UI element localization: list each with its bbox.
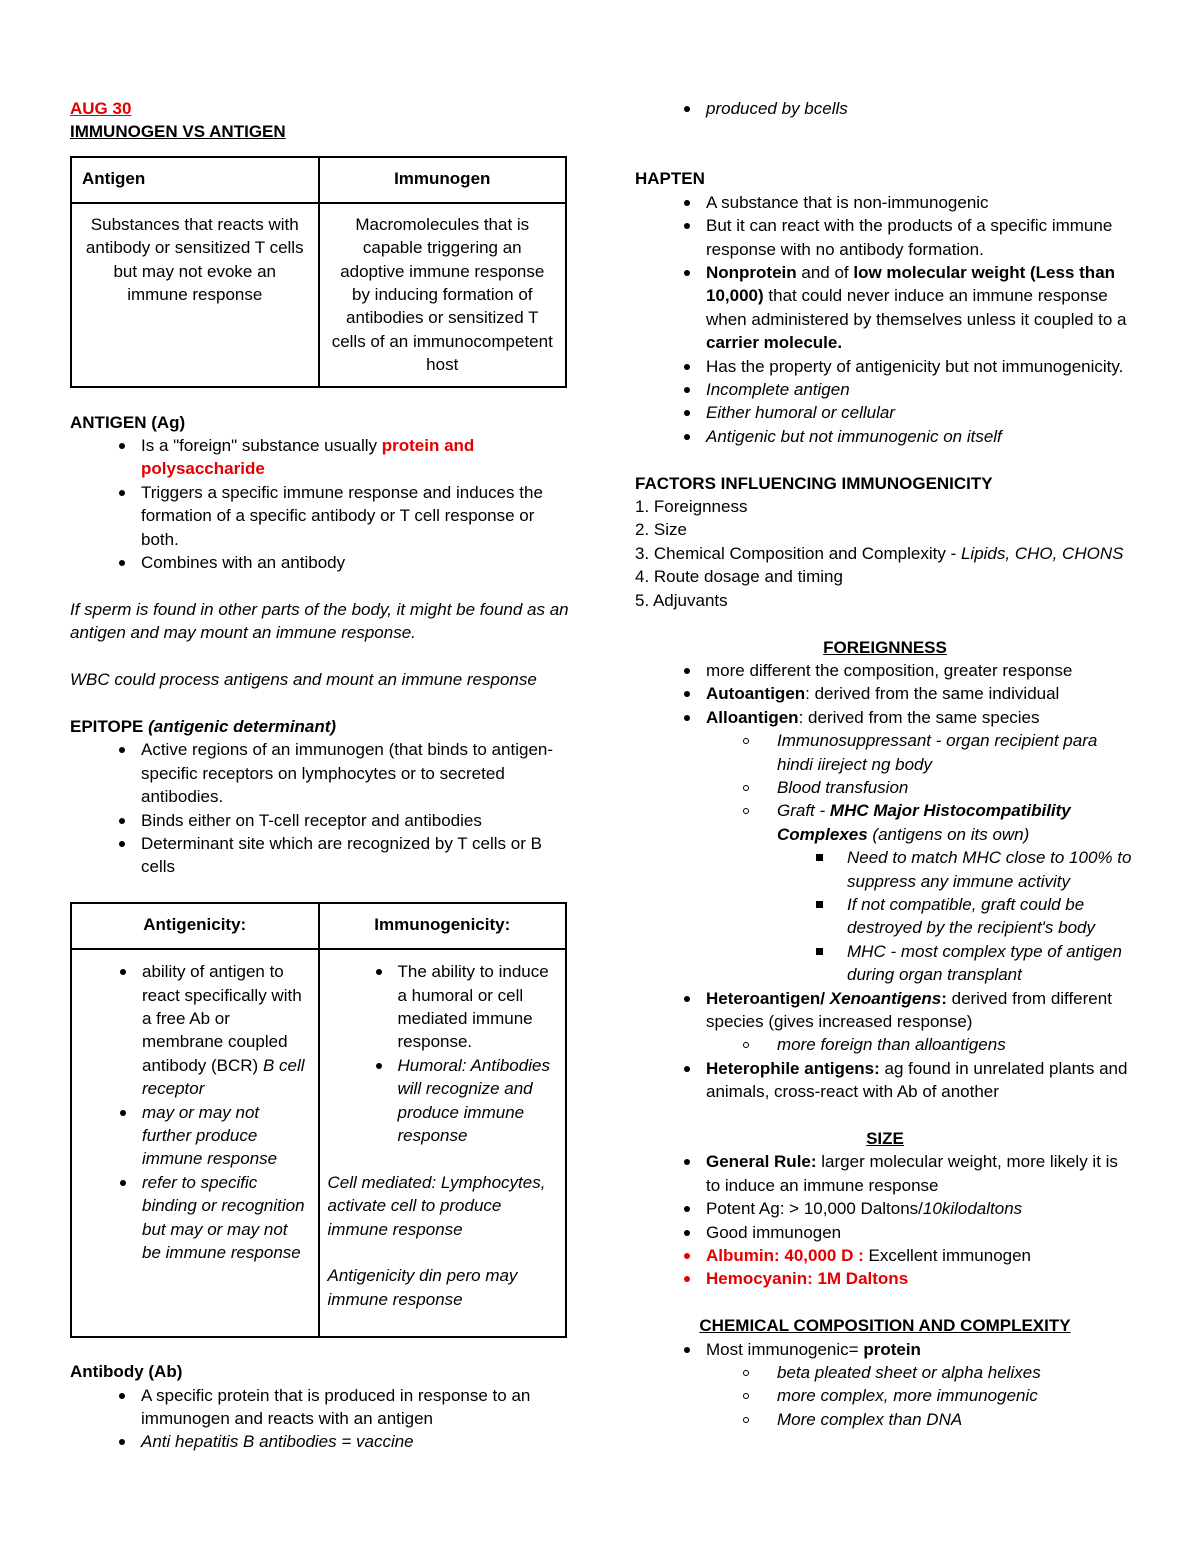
list-item: Triggers a specific immune response and induces the formation of a specific antibody or T cell response or both.: [70, 481, 570, 551]
list-item: beta pleated sheet or alpha helixes: [706, 1361, 1135, 1384]
heteroantigen-sublist: [706, 1033, 1135, 1056]
list-item: Nonprotein and of low molecular weight (Less than 10,000) that could never induce an immune response when administered by themselves unless it coupled to a carrier molecule.: [635, 261, 1135, 355]
list-item: Heteroantigen/ Xenoantigens: derived from different species (gives increased response) more foreign than alloantigens: [635, 987, 1135, 1057]
protein-sublist: [706, 1361, 1135, 1431]
factor-item: 4. Route dosage and timing: [635, 567, 843, 587]
antigen-heading: ANTIGEN (Ag): [70, 412, 186, 432]
list-item: Potent Ag: > 10,000 Daltons/10kilodaltons: [635, 1197, 1135, 1220]
alloantigen-sublist: [706, 729, 1135, 986]
list-item: more different the composition, greater response: [635, 659, 1135, 682]
table2-header-immunogenicity: Immunogenicity:: [319, 903, 567, 949]
list-item: If not compatible, graft could be destroyed by the recipient's body: [777, 893, 1135, 940]
page-title: IMMUNOGEN VS ANTIGEN: [70, 122, 286, 142]
antigenicity-vs-immunogenicity-table: [70, 902, 567, 1338]
antibody-heading: Antibody (Ab): [70, 1362, 183, 1382]
list-item: Hemocyanin: 1M Daltons: [635, 1267, 1135, 1290]
hapten-list: [635, 191, 1135, 448]
list-item: Incomplete antigen: [635, 378, 1135, 401]
list-item: Autoantigen: derived from the same individual: [635, 682, 1135, 705]
sperm-note: If sperm is found in other parts of the body, it might be found as an antigen and may mount an immune response.: [70, 599, 569, 643]
antigenicity-note: Antigenicity din pero may immune response: [327, 1266, 518, 1309]
list-item: General Rule: larger molecular weight, more likely it is to induce an immune response: [635, 1150, 1135, 1197]
wbc-note: WBC could process antigens and mount an immune response: [70, 670, 537, 690]
factor-item: 2. Size: [635, 520, 687, 540]
factors-heading: FACTORS INFLUENCING IMMUNOGENICITY: [635, 473, 993, 493]
table1-header-antigen: Antigen: [71, 157, 319, 203]
list-item: Heterophile antigens: ag found in unrelated plants and animals, cross-react with Ab of another: [635, 1057, 1135, 1104]
list-item: A substance that is non-immunogenic: [635, 191, 1135, 214]
list-item: Determinant site which are recognized by T cells or B cells: [70, 832, 570, 879]
list-item: Albumin: 40,000 D : Excellent immunogen: [635, 1244, 1135, 1267]
size-list: [635, 1150, 1135, 1290]
list-item: Immunosuppressant - organ recipient para hindi iireject ng body: [706, 729, 1135, 776]
list-item: The ability to induce a humoral or cell mediated immune response.: [366, 960, 558, 1054]
table2-header-antigenicity: Antigenicity:: [71, 903, 319, 949]
left-column: [70, 97, 570, 1454]
epitope-list: [70, 738, 570, 878]
antigen-list: [70, 434, 570, 574]
right-column: [635, 97, 1135, 1431]
list-item: Need to match MHC close to 100% to suppress any immune activity: [777, 846, 1135, 893]
list-item: produced by bcells: [635, 97, 1135, 120]
list-item: more complex, more immunogenic: [706, 1384, 1135, 1407]
antigen-vs-immunogen-table: [70, 156, 567, 388]
foreignness-list: [635, 659, 1135, 1104]
list-item: more foreign than alloantigens: [706, 1033, 1135, 1056]
antigenicity-list: [110, 960, 308, 1264]
list-item: Anti hepatitis B antibodies = vaccine: [70, 1430, 570, 1453]
size-heading: SIZE: [866, 1129, 904, 1149]
list-item: Humoral: Antibodies will recognize and produce immune response: [366, 1054, 558, 1148]
factor-item: 5. Adjuvants: [635, 590, 728, 610]
list-item: Has the property of antigenicity but not immunogenicity.: [635, 355, 1135, 378]
list-item: A specific protein that is produced in response to an immunogen and reacts with an antigen: [70, 1384, 570, 1431]
date-heading: AUG 30: [70, 99, 132, 118]
table1-cell-antigen: Substances that reacts with antibody or sensitized T cells but may not evoke an immune response: [71, 203, 319, 387]
chemical-composition-heading: CHEMICAL COMPOSITION AND COMPLEXITY: [699, 1316, 1071, 1336]
hapten-heading: HAPTEN: [635, 169, 705, 189]
continued-list: [635, 97, 1135, 120]
list-item: Alloantigen: derived from the same species Immunosuppressant - organ recipient para hindi iireject ng body Blood transfusion Graft - MHC Major Histocompatibility Complexes (antigens on its own) Need to match MHC close to 100% to suppress any immune activity If not compatible, graft could be destroyed by the recipient's body MHC - most complex type of antigen during organ transplant: [635, 706, 1135, 987]
factor-item: 1. Foreignness: [635, 497, 748, 517]
list-item: Active regions of an immunogen (that binds to antigen-specific receptors on lymphocytes or to secreted antibodies.: [70, 738, 570, 808]
factor-item: 3. Chemical Composition and Complexity - Lipids, CHO, CHONS: [635, 543, 1124, 563]
list-item: Most immunogenic= protein beta pleated sheet or alpha helixes more complex, more immunogenic More complex than DNA: [635, 1338, 1135, 1432]
list-item: More complex than DNA: [706, 1408, 1135, 1431]
list-item: Graft - MHC Major Histocompatibility Complexes (antigens on its own) Need to match MHC close to 100% to suppress any immune activity If not compatible, graft could be destroyed by the recipient's body MHC - most complex type of antigen during organ transplant: [706, 799, 1135, 986]
immunogenicity-list: [366, 960, 558, 1147]
table1-header-immunogen: Immunogen: [319, 157, 567, 203]
list-item: ability of antigen to react specifically with a free Ab or membrane coupled antibody (BCR) B cell receptor: [110, 960, 308, 1100]
foreignness-heading: FOREIGNNESS: [823, 637, 947, 657]
list-item: But it can react with the products of a specific immune response with no antibody formation.: [635, 214, 1135, 261]
cell-mediated-note: Cell mediated: Lymphocytes, activate cell to produce immune response: [327, 1172, 546, 1239]
graft-sublist: [777, 846, 1135, 986]
list-item: Binds either on T-cell receptor and antibodies: [70, 809, 570, 832]
list-item: may or may not further produce immune response: [110, 1101, 308, 1171]
list-item: MHC - most complex type of antigen during organ transplant: [777, 940, 1135, 987]
antibody-list: [70, 1384, 570, 1454]
list-item: refer to specific binding or recognition but may or may not be immune response: [110, 1171, 308, 1265]
chemical-list: [635, 1338, 1135, 1432]
list-item: Good immunogen: [635, 1221, 1135, 1244]
list-item: Antigenic but not immunogenic on itself: [635, 425, 1135, 448]
list-item: Is a "foreign" substance usually protein and polysaccharide: [70, 434, 570, 481]
list-item: Blood transfusion: [706, 776, 1135, 799]
epitope-heading: EPITOPE (antigenic determinant): [70, 716, 337, 736]
list-item: Either humoral or cellular: [635, 401, 1135, 424]
table1-cell-immunogen: Macromolecules that is capable triggering an adoptive immune response by inducing formation of antibodies or sensitized T cells of an immunocompetent host: [319, 203, 567, 387]
list-item: Combines with an antibody: [70, 551, 570, 574]
